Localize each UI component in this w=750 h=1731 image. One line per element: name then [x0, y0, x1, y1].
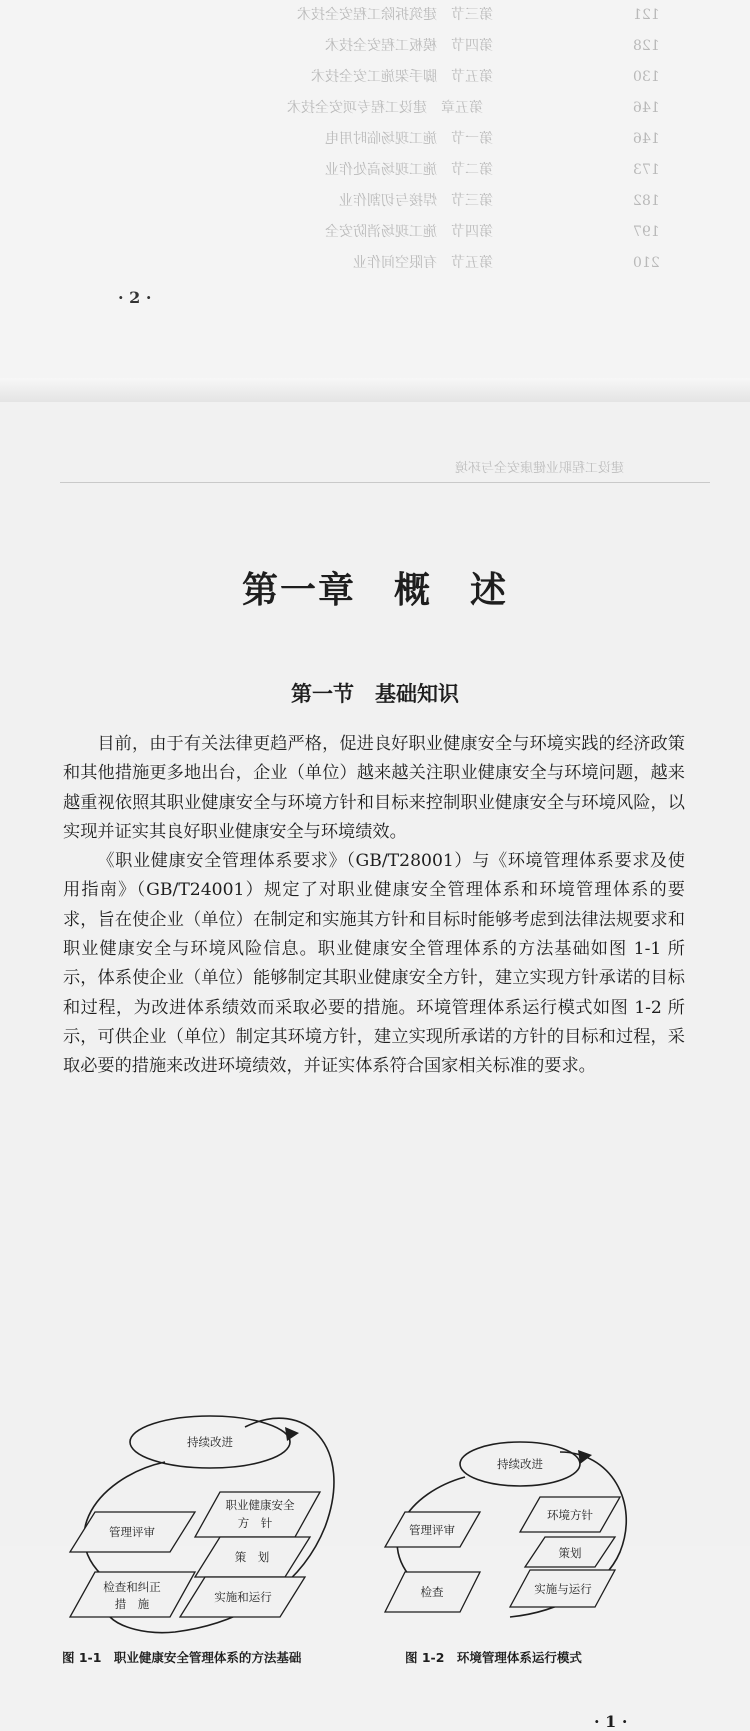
figure-1-2-caption: 图 1-2 环境管理体系运行模式	[405, 1650, 582, 1665]
fig2-policy-label: 环境方针	[547, 1508, 593, 1522]
figure-1-2	[360, 1422, 660, 1646]
fig1-review-label: 管理评审	[109, 1525, 155, 1539]
fig1-arrowhead	[285, 1427, 299, 1441]
toc-row	[70, 248, 670, 279]
running-header-ghost: 建设工程职业健康安全与环境	[455, 461, 625, 476]
toc-page-number: 130	[633, 69, 660, 85]
toc-page-number: 146	[633, 100, 660, 116]
toc-label: 第三节 建筑拆除工程安全技术	[297, 7, 494, 23]
body-text	[63, 730, 685, 1082]
previous-page-number: · 2 ·	[118, 288, 152, 307]
toc-row	[70, 62, 670, 93]
fig2-planning-label: 策划	[558, 1546, 582, 1560]
toc-label: 第三节 焊接与切割作业	[339, 193, 494, 209]
toc-label: 第二节 施工现场高处作业	[325, 162, 494, 178]
toc-page-number: 146	[633, 131, 660, 147]
fig1-check-label-1: 检查和纠正	[103, 1580, 161, 1594]
paragraph-2: 《职业健康安全管理体系要求》（GB/T28001）与《环境管理体系要求及使用指南》（GB/T24001）规定了对职业健康安全管理体系和环境管理体系的要求，旨在使企业（单位）在制定和实施其方针和目标时能够考虑到法律法规要求和职业健康安全与环境风险信息。职业健康安全管理体系的方法基础如图 1-1 所示，体系使企业（单位）能够制定其职业健康安全方针，建立实现方针承诺的目标和过程，为改进体系绩效而采取必要的措施。环境管理体系运行模式如图 1-2 所示，可供企业（单位）制定其环境方针，建立实现所承诺的方针的目标和过程，采取必要的措施来改进环境绩效，并证实体系符合国家相关标准的要求。	[63, 851, 685, 1077]
toc-label: 第四节 模板工程安全技术	[325, 38, 494, 54]
fig1-cycle-label: 持续改进	[187, 1435, 233, 1449]
toc-page-number: 173	[633, 162, 660, 178]
toc-row	[70, 186, 670, 217]
toc-row	[70, 217, 670, 248]
figure-1-1	[55, 1387, 355, 1646]
previous-page	[0, 0, 750, 378]
fig2-implementation-label: 实施与运行	[534, 1582, 592, 1596]
figure-1-1-caption: 图 1-1 职业健康安全管理体系的方法基础	[62, 1650, 302, 1665]
fig1-check-label-2: 措 施	[114, 1597, 150, 1611]
fig1-planning-label: 策 划	[234, 1550, 270, 1564]
page-number: · 1 ·	[594, 1712, 628, 1731]
fig2-arrowhead	[578, 1450, 592, 1464]
toc-label: 第五章 建设工程专项安全技术	[287, 100, 484, 116]
fig2-cycle-label: 持续改进	[497, 1457, 543, 1471]
toc-label: 第五节 有限空间作业	[353, 255, 494, 271]
fig1-policy-label-2: 方 针	[237, 1516, 273, 1530]
chapter-title: 第一章 概 述	[241, 569, 508, 611]
toc-row	[70, 93, 670, 124]
toc-row	[70, 124, 670, 155]
toc-page-number: 182	[633, 193, 660, 209]
fig1-policy-label-1: 职业健康安全	[225, 1498, 295, 1512]
figure-1-1-diagram	[55, 1387, 355, 1642]
toc-page-number: 210	[633, 255, 660, 271]
toc-page-number: 197	[633, 224, 660, 240]
figure-1-2-diagram	[360, 1422, 660, 1642]
current-page	[0, 402, 750, 1731]
toc-row	[70, 0, 670, 31]
page-separator	[0, 378, 750, 402]
fig1-implementation-label: 实施和运行	[214, 1590, 272, 1604]
toc-page-number: 128	[633, 38, 660, 54]
toc-page-number: 121	[633, 7, 660, 23]
header-rule	[60, 482, 710, 483]
table-of-contents-bleed	[70, 0, 670, 279]
paragraph-1: 目前，由于有关法律更趋严格，促进良好职业健康安全与环境实践的经济政策和其他措施更多地出台，企业（单位）越来越关注职业健康安全与环境问题，越来越重视依照其职业健康安全与环境方针和目标来控制职业健康安全与环境风险，以实现并证实其良好职业健康安全与环境绩效。	[63, 734, 685, 842]
section-title: 第一节 基础知识	[291, 681, 459, 706]
toc-row	[70, 31, 670, 62]
toc-label: 第一节 施工现场临时用电	[325, 131, 494, 147]
toc-label: 第五节 脚手架施工安全技术	[311, 69, 494, 85]
toc-label: 第四节 施工现场消防安全	[325, 224, 494, 240]
fig2-check-label: 检查	[420, 1585, 444, 1599]
toc-row	[70, 155, 670, 186]
fig2-review-label: 管理评审	[409, 1523, 455, 1537]
